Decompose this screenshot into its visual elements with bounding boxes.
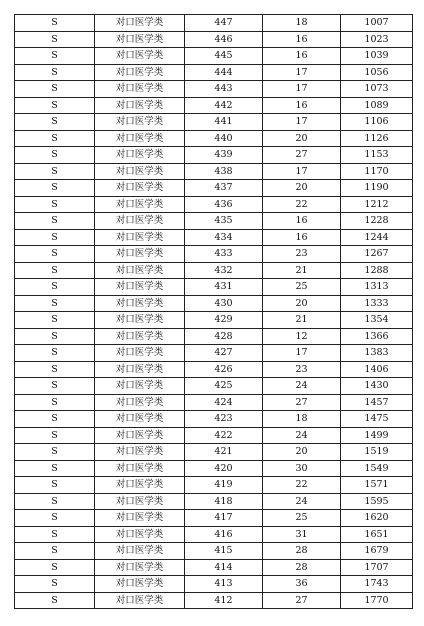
score-cell: 443 bbox=[185, 81, 263, 98]
cumulative-cell: 1313 bbox=[341, 279, 413, 296]
cumulative-cell: 1089 bbox=[341, 97, 413, 114]
count-cell: 22 bbox=[263, 196, 341, 213]
cumulative-cell: 1354 bbox=[341, 312, 413, 329]
score-cell: 441 bbox=[185, 114, 263, 131]
subject-type-cell: 对口医学类 bbox=[95, 114, 185, 131]
table-row bbox=[15, 97, 413, 114]
category-cell: S bbox=[15, 81, 95, 98]
category-cell: S bbox=[15, 361, 95, 378]
score-cell: 438 bbox=[185, 163, 263, 180]
category-cell: S bbox=[15, 48, 95, 65]
count-cell: 12 bbox=[263, 328, 341, 345]
category-cell: S bbox=[15, 312, 95, 329]
score-cell: 413 bbox=[185, 576, 263, 593]
count-cell: 31 bbox=[263, 526, 341, 543]
table-row bbox=[15, 147, 413, 164]
score-cell: 432 bbox=[185, 262, 263, 279]
count-cell: 16 bbox=[263, 48, 341, 65]
category-cell: S bbox=[15, 427, 95, 444]
subject-type-cell: 对口医学类 bbox=[95, 427, 185, 444]
table-row bbox=[15, 213, 413, 230]
count-cell: 24 bbox=[263, 493, 341, 510]
category-cell: S bbox=[15, 262, 95, 279]
table-row bbox=[15, 345, 413, 362]
score-cell: 428 bbox=[185, 328, 263, 345]
subject-type-cell: 对口医学类 bbox=[95, 345, 185, 362]
subject-type-cell: 对口医学类 bbox=[95, 130, 185, 147]
count-cell: 16 bbox=[263, 229, 341, 246]
table-row bbox=[15, 81, 413, 98]
category-cell: S bbox=[15, 279, 95, 296]
count-cell: 16 bbox=[263, 213, 341, 230]
cumulative-cell: 1244 bbox=[341, 229, 413, 246]
count-cell: 27 bbox=[263, 592, 341, 609]
subject-type-cell: 对口医学类 bbox=[95, 295, 185, 312]
category-cell: S bbox=[15, 15, 95, 32]
subject-type-cell: 对口医学类 bbox=[95, 279, 185, 296]
count-cell: 28 bbox=[263, 559, 341, 576]
score-cell: 442 bbox=[185, 97, 263, 114]
category-cell: S bbox=[15, 295, 95, 312]
subject-type-cell: 对口医学类 bbox=[95, 444, 185, 461]
subject-type-cell: 对口医学类 bbox=[95, 592, 185, 609]
table-row bbox=[15, 196, 413, 213]
category-cell: S bbox=[15, 229, 95, 246]
table-row bbox=[15, 576, 413, 593]
subject-type-cell: 对口医学类 bbox=[95, 163, 185, 180]
cumulative-cell: 1770 bbox=[341, 592, 413, 609]
table-row bbox=[15, 394, 413, 411]
subject-type-cell: 对口医学类 bbox=[95, 229, 185, 246]
table-row bbox=[15, 543, 413, 560]
category-cell: S bbox=[15, 196, 95, 213]
score-cell: 416 bbox=[185, 526, 263, 543]
subject-type-cell: 对口医学类 bbox=[95, 312, 185, 329]
cumulative-cell: 1190 bbox=[341, 180, 413, 197]
subject-type-cell: 对口医学类 bbox=[95, 48, 185, 65]
category-cell: S bbox=[15, 147, 95, 164]
category-cell: S bbox=[15, 130, 95, 147]
category-cell: S bbox=[15, 97, 95, 114]
table-row bbox=[15, 559, 413, 576]
subject-type-cell: 对口医学类 bbox=[95, 510, 185, 527]
cumulative-cell: 1073 bbox=[341, 81, 413, 98]
cumulative-cell: 1007 bbox=[341, 15, 413, 32]
subject-type-cell: 对口医学类 bbox=[95, 460, 185, 477]
subject-type-cell: 对口医学类 bbox=[95, 147, 185, 164]
score-cell: 440 bbox=[185, 130, 263, 147]
cumulative-cell: 1743 bbox=[341, 576, 413, 593]
table-row bbox=[15, 444, 413, 461]
score-cell: 447 bbox=[185, 15, 263, 32]
table-row bbox=[15, 229, 413, 246]
score-cell: 429 bbox=[185, 312, 263, 329]
category-cell: S bbox=[15, 345, 95, 362]
table-row bbox=[15, 262, 413, 279]
table-row bbox=[15, 15, 413, 32]
count-cell: 17 bbox=[263, 163, 341, 180]
subject-type-cell: 对口医学类 bbox=[95, 493, 185, 510]
category-cell: S bbox=[15, 592, 95, 609]
cumulative-cell: 1228 bbox=[341, 213, 413, 230]
score-cell: 437 bbox=[185, 180, 263, 197]
count-cell: 20 bbox=[263, 295, 341, 312]
count-cell: 18 bbox=[263, 15, 341, 32]
table-row bbox=[15, 328, 413, 345]
table-row bbox=[15, 460, 413, 477]
cumulative-cell: 1333 bbox=[341, 295, 413, 312]
count-cell: 17 bbox=[263, 345, 341, 362]
table-row bbox=[15, 493, 413, 510]
cumulative-cell: 1679 bbox=[341, 543, 413, 560]
count-cell: 24 bbox=[263, 427, 341, 444]
cumulative-cell: 1707 bbox=[341, 559, 413, 576]
count-cell: 16 bbox=[263, 97, 341, 114]
category-cell: S bbox=[15, 477, 95, 494]
score-cell: 446 bbox=[185, 31, 263, 48]
subject-type-cell: 对口医学类 bbox=[95, 361, 185, 378]
table-row bbox=[15, 295, 413, 312]
subject-type-cell: 对口医学类 bbox=[95, 196, 185, 213]
count-cell: 27 bbox=[263, 147, 341, 164]
cumulative-cell: 1366 bbox=[341, 328, 413, 345]
subject-type-cell: 对口医学类 bbox=[95, 180, 185, 197]
count-cell: 30 bbox=[263, 460, 341, 477]
score-cell: 435 bbox=[185, 213, 263, 230]
category-cell: S bbox=[15, 493, 95, 510]
subject-type-cell: 对口医学类 bbox=[95, 411, 185, 428]
cumulative-cell: 1430 bbox=[341, 378, 413, 395]
category-cell: S bbox=[15, 444, 95, 461]
subject-type-cell: 对口医学类 bbox=[95, 543, 185, 560]
table-row bbox=[15, 180, 413, 197]
score-cell: 418 bbox=[185, 493, 263, 510]
count-cell: 20 bbox=[263, 444, 341, 461]
count-cell: 17 bbox=[263, 114, 341, 131]
subject-type-cell: 对口医学类 bbox=[95, 526, 185, 543]
subject-type-cell: 对口医学类 bbox=[95, 477, 185, 494]
cumulative-cell: 1519 bbox=[341, 444, 413, 461]
score-cell: 433 bbox=[185, 246, 263, 263]
count-cell: 36 bbox=[263, 576, 341, 593]
cumulative-cell: 1056 bbox=[341, 64, 413, 81]
cumulative-cell: 1153 bbox=[341, 147, 413, 164]
cumulative-cell: 1549 bbox=[341, 460, 413, 477]
count-cell: 21 bbox=[263, 262, 341, 279]
category-cell: S bbox=[15, 559, 95, 576]
subject-type-cell: 对口医学类 bbox=[95, 262, 185, 279]
score-cell: 423 bbox=[185, 411, 263, 428]
score-cell: 425 bbox=[185, 378, 263, 395]
score-cell: 436 bbox=[185, 196, 263, 213]
category-cell: S bbox=[15, 64, 95, 81]
cumulative-cell: 1039 bbox=[341, 48, 413, 65]
category-cell: S bbox=[15, 114, 95, 131]
category-cell: S bbox=[15, 180, 95, 197]
score-cell: 426 bbox=[185, 361, 263, 378]
cumulative-cell: 1267 bbox=[341, 246, 413, 263]
count-cell: 22 bbox=[263, 477, 341, 494]
count-cell: 21 bbox=[263, 312, 341, 329]
cumulative-cell: 1475 bbox=[341, 411, 413, 428]
table-row bbox=[15, 312, 413, 329]
score-cell: 427 bbox=[185, 345, 263, 362]
count-cell: 25 bbox=[263, 279, 341, 296]
score-cell: 414 bbox=[185, 559, 263, 576]
table-row bbox=[15, 31, 413, 48]
count-cell: 17 bbox=[263, 81, 341, 98]
score-cell: 415 bbox=[185, 543, 263, 560]
table-row bbox=[15, 246, 413, 263]
category-cell: S bbox=[15, 378, 95, 395]
score-cell: 412 bbox=[185, 592, 263, 609]
subject-type-cell: 对口医学类 bbox=[95, 246, 185, 263]
subject-type-cell: 对口医学类 bbox=[95, 378, 185, 395]
count-cell: 17 bbox=[263, 64, 341, 81]
score-table-body bbox=[15, 15, 413, 609]
table-row bbox=[15, 64, 413, 81]
count-cell: 23 bbox=[263, 246, 341, 263]
table-row bbox=[15, 48, 413, 65]
cumulative-cell: 1126 bbox=[341, 130, 413, 147]
table-row bbox=[15, 361, 413, 378]
subject-type-cell: 对口医学类 bbox=[95, 81, 185, 98]
table-row bbox=[15, 526, 413, 543]
count-cell: 18 bbox=[263, 411, 341, 428]
score-cell: 444 bbox=[185, 64, 263, 81]
score-cell: 424 bbox=[185, 394, 263, 411]
cumulative-cell: 1571 bbox=[341, 477, 413, 494]
score-cell: 430 bbox=[185, 295, 263, 312]
table-row bbox=[15, 378, 413, 395]
count-cell: 23 bbox=[263, 361, 341, 378]
score-cell: 421 bbox=[185, 444, 263, 461]
table-row bbox=[15, 510, 413, 527]
score-cell: 445 bbox=[185, 48, 263, 65]
subject-type-cell: 对口医学类 bbox=[95, 31, 185, 48]
category-cell: S bbox=[15, 31, 95, 48]
score-cell: 419 bbox=[185, 477, 263, 494]
table-row bbox=[15, 114, 413, 131]
count-cell: 27 bbox=[263, 394, 341, 411]
count-cell: 25 bbox=[263, 510, 341, 527]
category-cell: S bbox=[15, 576, 95, 593]
score-cell: 431 bbox=[185, 279, 263, 296]
subject-type-cell: 对口医学类 bbox=[95, 64, 185, 81]
subject-type-cell: 对口医学类 bbox=[95, 328, 185, 345]
count-cell: 24 bbox=[263, 378, 341, 395]
count-cell: 16 bbox=[263, 31, 341, 48]
cumulative-cell: 1595 bbox=[341, 493, 413, 510]
category-cell: S bbox=[15, 526, 95, 543]
cumulative-cell: 1406 bbox=[341, 361, 413, 378]
cumulative-cell: 1170 bbox=[341, 163, 413, 180]
subject-type-cell: 对口医学类 bbox=[95, 15, 185, 32]
subject-type-cell: 对口医学类 bbox=[95, 394, 185, 411]
subject-type-cell: 对口医学类 bbox=[95, 576, 185, 593]
score-cell: 420 bbox=[185, 460, 263, 477]
score-distribution-sheet bbox=[14, 14, 412, 609]
category-cell: S bbox=[15, 246, 95, 263]
cumulative-cell: 1620 bbox=[341, 510, 413, 527]
category-cell: S bbox=[15, 328, 95, 345]
cumulative-cell: 1023 bbox=[341, 31, 413, 48]
category-cell: S bbox=[15, 163, 95, 180]
table-row bbox=[15, 163, 413, 180]
category-cell: S bbox=[15, 394, 95, 411]
count-cell: 20 bbox=[263, 130, 341, 147]
table-row bbox=[15, 477, 413, 494]
cumulative-cell: 1651 bbox=[341, 526, 413, 543]
table-row bbox=[15, 279, 413, 296]
category-cell: S bbox=[15, 543, 95, 560]
subject-type-cell: 对口医学类 bbox=[95, 213, 185, 230]
score-cell: 422 bbox=[185, 427, 263, 444]
cumulative-cell: 1288 bbox=[341, 262, 413, 279]
subject-type-cell: 对口医学类 bbox=[95, 559, 185, 576]
table-row bbox=[15, 427, 413, 444]
subject-type-cell: 对口医学类 bbox=[95, 97, 185, 114]
score-cell: 439 bbox=[185, 147, 263, 164]
cumulative-cell: 1212 bbox=[341, 196, 413, 213]
table-row bbox=[15, 592, 413, 609]
cumulative-cell: 1499 bbox=[341, 427, 413, 444]
score-cell: 434 bbox=[185, 229, 263, 246]
cumulative-cell: 1383 bbox=[341, 345, 413, 362]
table-row bbox=[15, 130, 413, 147]
count-cell: 20 bbox=[263, 180, 341, 197]
category-cell: S bbox=[15, 460, 95, 477]
cumulative-cell: 1457 bbox=[341, 394, 413, 411]
cumulative-cell: 1106 bbox=[341, 114, 413, 131]
category-cell: S bbox=[15, 213, 95, 230]
score-table bbox=[14, 14, 413, 609]
category-cell: S bbox=[15, 510, 95, 527]
category-cell: S bbox=[15, 411, 95, 428]
score-cell: 417 bbox=[185, 510, 263, 527]
count-cell: 28 bbox=[263, 543, 341, 560]
table-row bbox=[15, 411, 413, 428]
